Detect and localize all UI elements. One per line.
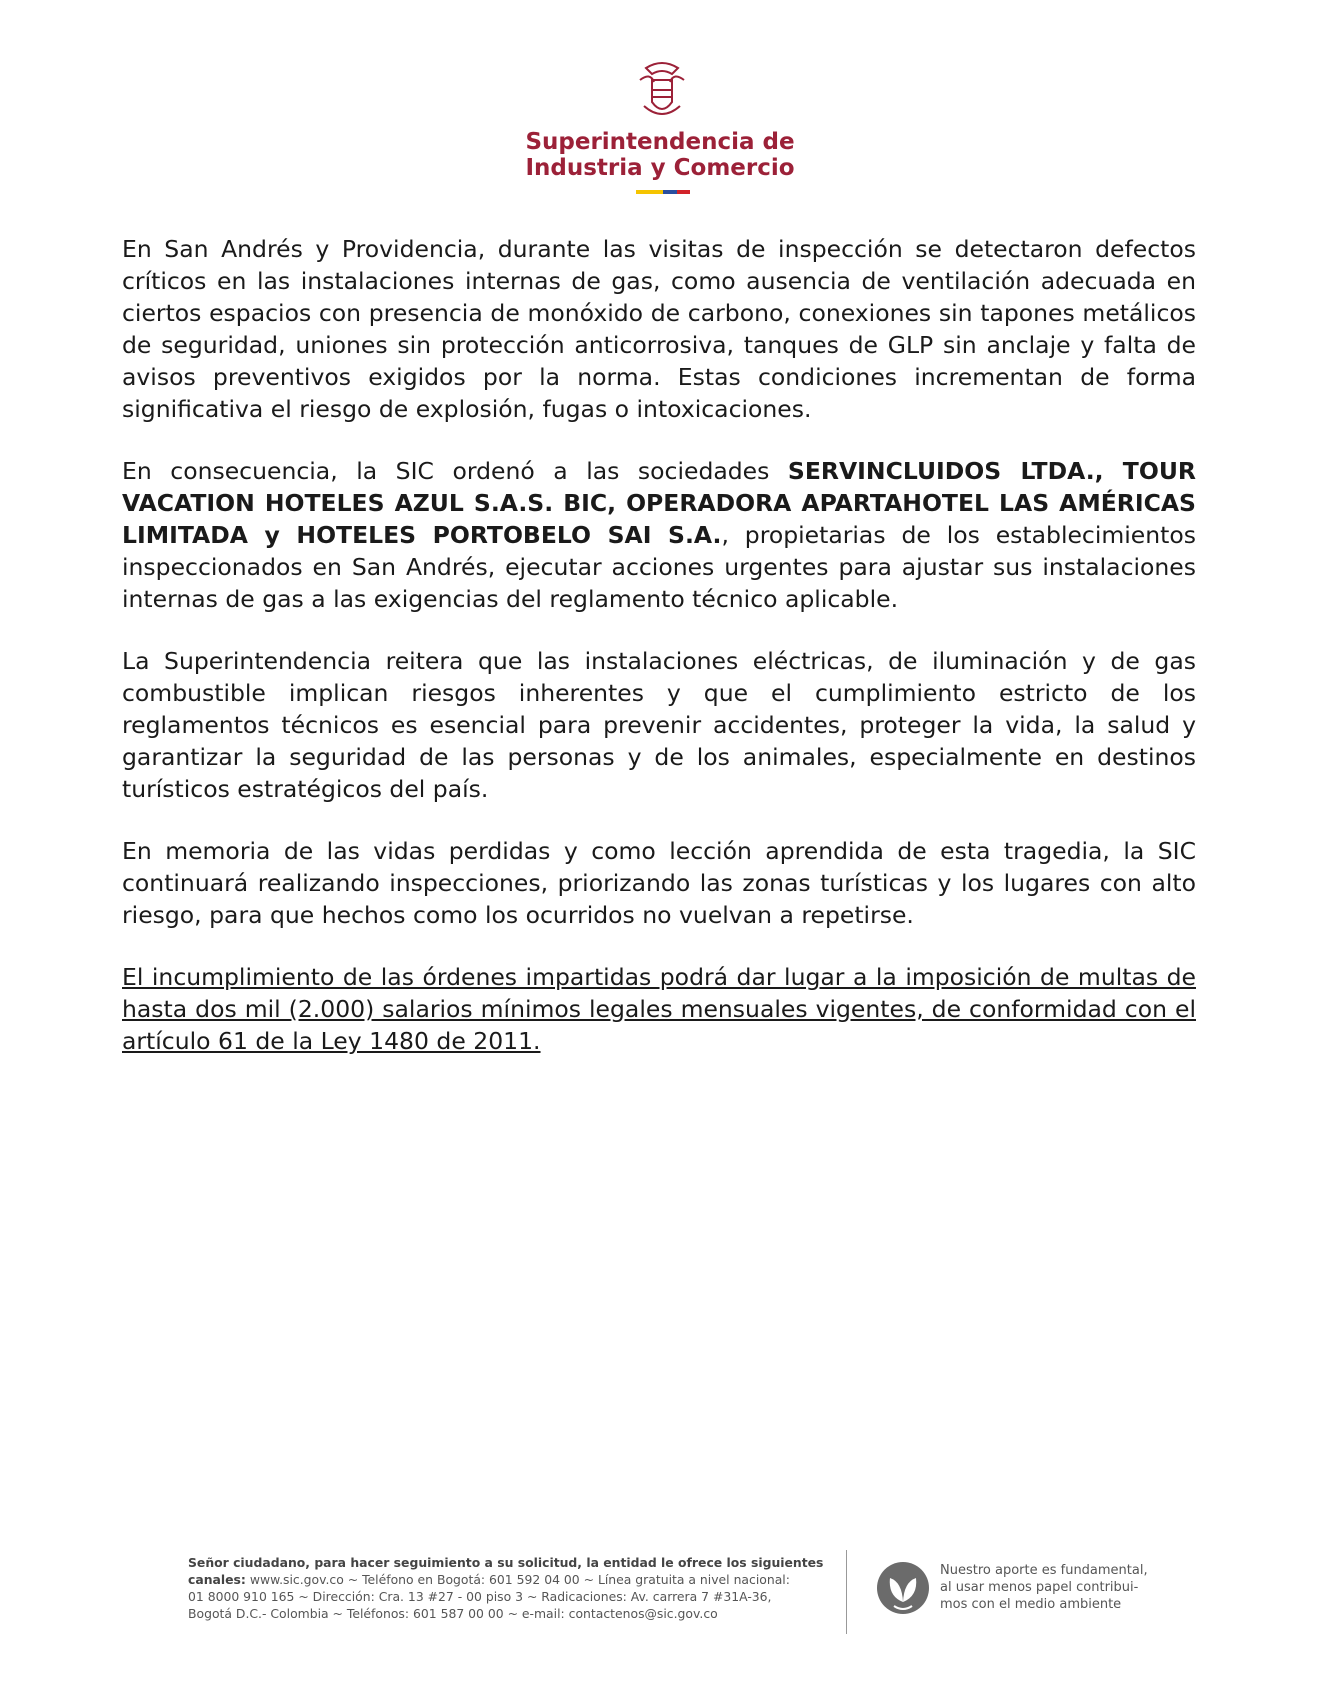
footer	[0, 1540, 1320, 1640]
footer-divider	[846, 1550, 847, 1634]
footer-contact-info	[188, 1554, 828, 1622]
eco-line2: al usar menos papel contribui-	[940, 1580, 1139, 1595]
footer-lead: Señor ciudadano, para hacer seguimiento a su solicitud, la entidad le ofrece los siguientes canales:	[188, 1555, 824, 1587]
footer-line2: 01 8000 910 165 ~ Dirección: Cra. 13 #27 - 00 piso 3 ~ Radicaciones: Av. carrera 7 #31A-36,	[188, 1589, 772, 1604]
paragraph-regulations: La Superintendencia reitera que las instalaciones eléctricas, de iluminación y de gas combustible implican riesgos inherentes y que el cumplimiento estricto de los reglamentos técnicos es esencial para prevenir accidentes, proteger la vida, la salud y garantizar la seguridad de las personas y de los animales, especialmente en destinos turísticos estratégicos del país.	[122, 647, 1196, 803]
organization-name-line2: Industria y Comercio	[525, 155, 795, 181]
footer-line1: www.sic.gov.co ~ Teléfono en Bogotá: 601 592 04 00 ~ Línea gratuita a nivel nacional:	[245, 1572, 790, 1587]
companies-list: SERVINCLUIDOS LTDA., TOUR VACATION HOTELES AZUL S.A.S. BIC, OPERADORA APARTAHOTEL LAS AMÉRICAS LIMITADA y HOTELES PORTOBELO SAI S.A.	[122, 457, 1196, 549]
letterhead	[0, 0, 1320, 210]
paragraph-memory: En memoria de las vidas perdidas y como lección aprendida de esta tragedia, la SIC continuará realizando inspecciones, priorizando las zonas turísticas y los lugares con alto riesgo, para que hechos como los ocurridos no vuelvan a repetirse.	[122, 837, 1196, 929]
coat-of-arms-icon	[636, 60, 688, 124]
eco-line3: mos con el medio ambiente	[940, 1597, 1122, 1612]
paragraph-penalties: El incumplimiento de las órdenes impartidas podrá dar lugar a la imposición de multas de hasta dos mil (2.000) salarios mínimos legales mensuales vigentes, de conformidad con el artículo 61 de la Ley 1480 de 2011.	[122, 963, 1196, 1055]
flag-red	[677, 190, 690, 194]
flag-stripe	[636, 190, 690, 194]
paragraph-orders-rest: , propietarias de los establecimientos inspeccionados en San Andrés, ejecutar acciones urgentes para ajustar sus instalaciones internas de gas a las exigencias del reglamento técnico aplicable.	[122, 521, 1196, 613]
organization-name-line1: Superintendencia de	[525, 129, 795, 155]
flag-blue	[663, 190, 677, 194]
document-body	[122, 233, 1196, 1087]
flag-yellow	[636, 190, 663, 194]
footer-line3: Bogotá D.C.- Colombia ~ Teléfonos: 601 587 00 00 ~ e-mail: contactenos@sic.gov.co	[188, 1606, 718, 1621]
leaf-icon	[874, 1558, 932, 1622]
paragraph-inspection-findings: En San Andrés y Providencia, durante las visitas de inspección se detectaron defectos críticos en las instalaciones internas de gas, como ausencia de ventilación adecuada en ciertos espacios con presencia de monóxido de carbono, conexiones sin tapones metálicos de seguridad, uniones sin protección anticorrosiva, tanques de GLP sin anclaje y falta de avisos preventivos exigidos por la norma. Estas condiciones incrementan de forma significativa el riesgo de explosión, fugas o intoxicaciones.	[122, 235, 1196, 423]
paragraph-orders-intro: En consecuencia, la SIC ordenó a las sociedades	[122, 457, 788, 485]
paragraph-orders	[122, 455, 1196, 615]
eco-message	[940, 1562, 1150, 1613]
eco-line1: Nuestro aporte es fundamental,	[940, 1563, 1148, 1578]
